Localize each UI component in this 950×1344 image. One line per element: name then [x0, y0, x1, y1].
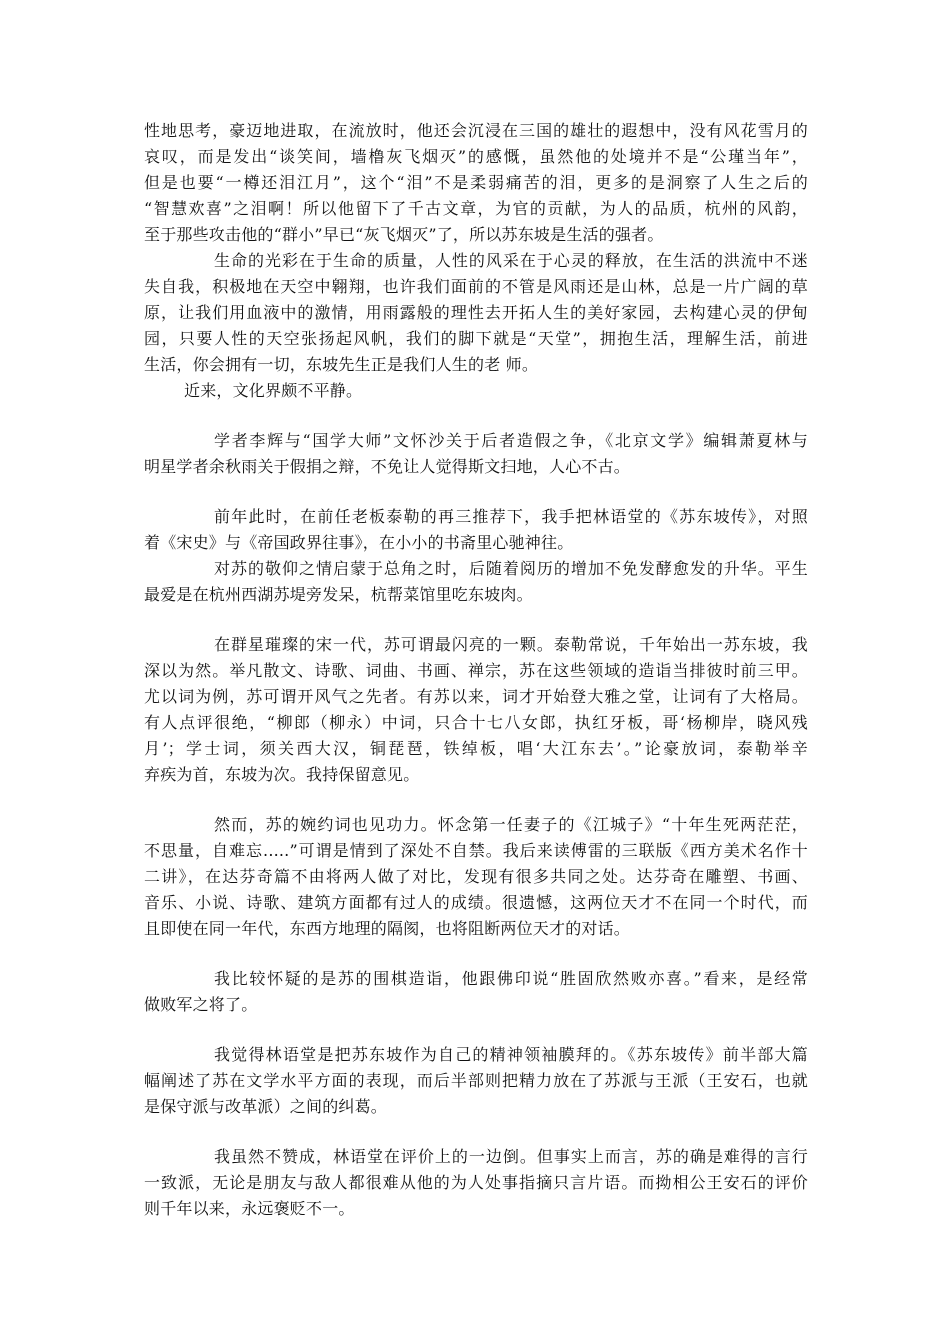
text-line: 最爱是在杭州西湖苏堤旁发呆，杭帮菜馆里吃东坡肉。: [144, 585, 533, 604]
text-line: 哀叹，而是发出“谈笑间，墙橹灰飞烟灭”的感慨，虽然他的处境并不是“公瑾当年”，: [144, 147, 808, 166]
text-line: 幅阐述了苏在文学水平方面的表现，而后半部则把精力放在了苏派与王派（王安石，也就: [144, 1071, 808, 1090]
text-line: 有人点评很绝，“柳郎（柳永）中词，只合十七八女郎，执红牙板，哥‘杨柳岸，晓风残: [144, 713, 808, 732]
text-line: 我比较怀疑的是苏的围棋造诣，他跟佛印说“胜固欣然败亦喜。”看来，是经常: [214, 969, 808, 988]
paragraph-10: [144, 1042, 808, 1120]
paragraph-3: [144, 378, 808, 404]
text-line: 着《宋史》与《帝国政界往事》，在小小的书斋里心驰神往。: [144, 533, 574, 552]
text-line: 是保守派与改革派）之间的纠葛。: [144, 1097, 388, 1116]
text-line: 前年此时，在前任老板泰勒的再三推荐下，我手把林语堂的《苏东坡传》，对照: [214, 507, 808, 526]
paragraph-7: [144, 632, 808, 788]
text-line: 近来，文化界颇不平静。: [184, 381, 363, 400]
text-line: 生命的光彩在于生命的质量，人性的风采在于心灵的释放，在生活的洪流中不迷: [214, 251, 808, 270]
text-line: “智慧欢喜”之泪啊！所以他留下了千古文章，为官的贡献，为人的品质，杭州的风韵，: [144, 199, 808, 218]
text-line: 但是也要“一樽还泪江月”，这个“泪”不是柔弱痛苦的泪，更多的是洞察了人生之后的: [144, 173, 808, 192]
text-line: 在群星璀璨的宋一代，苏可谓最闪亮的一颗。泰勒常说，千年始出一苏东坡，我: [214, 635, 808, 654]
text-line: 然而，苏的婉约词也见功力。怀念第一任妻子的《江城子》“十年生死两茫茫，: [214, 815, 808, 834]
text-line: 生活，你会拥有一切，东坡先生正是我们人生的老 师。: [144, 355, 539, 374]
paragraph-11: [144, 1144, 808, 1222]
text-line: 园，只要人性的天空张扬起风帆，我们的脚下就是“天堂”，拥抱生活，理解生活，前进: [144, 329, 808, 348]
paragraph-1: [144, 118, 808, 248]
document-page: [144, 118, 808, 1222]
text-line: 性地思考，豪迈地进取，在流放时，他还会沉浸在三国的雄壮的遐想中，没有风花雪月的: [144, 121, 808, 140]
text-line: 月’；学士词，须关西大汉，铜琵琶，铁绰板，唱‘大江东去’。”论豪放词，泰勒举辛: [144, 739, 808, 758]
text-line: 学者李辉与“国学大师”文怀沙关于后者造假之争，《北京文学》编辑萧夏林与: [214, 431, 808, 450]
text-line: 音乐、小说、诗歌、建筑方面都有过人的成绩。很遗憾，这两位天才不在同一个时代，而: [144, 893, 808, 912]
text-line: 尤以词为例，苏可谓开风气之先者。有苏以来，词才开始登大雅之堂，让词有了大格局。: [144, 687, 808, 706]
text-line: 则千年以来，永远褒贬不一。: [144, 1199, 355, 1218]
paragraph-2: [144, 248, 808, 378]
text-line: 一致派，无论是朋友与敌人都很难从他的为人处事指摘只言片语。而拗相公王安石的评价: [144, 1173, 808, 1192]
text-line: 明星学者余秋雨关于假捐之辩，不免让人觉得斯文扫地，人心不古。: [144, 457, 631, 476]
text-line: 深以为然。举凡散文、诗歌、词曲、书画、禅宗，苏在这些领域的造诣当排彼时前三甲。: [144, 661, 808, 680]
text-line: 且即使在同一年代，东西方地理的隔阂，也将阻断两位天才的对话。: [144, 919, 631, 938]
text-line: 我虽然不赞成，林语堂在评价上的一边倒。但事实上而言，苏的确是难得的言行: [214, 1147, 808, 1166]
paragraph-5: [144, 504, 808, 556]
paragraph-4: [144, 428, 808, 480]
text-line: 我觉得林语堂是把苏东坡作为自己的精神领袖膜拜的。《苏东坡传》前半部大篇: [214, 1045, 808, 1064]
text-line: 二讲》，在达芬奇篇不由将两人做了对比，发现有很多共同之处。达芬奇在雕塑、书画、: [144, 867, 808, 886]
text-line: 不思量，自难忘.....”可谓是情到了深处不自禁。我后来读傅雷的三联版《西方美术名作十: [144, 841, 808, 860]
paragraph-9: [144, 966, 808, 1018]
text-line: 至于那些攻击他的“群小”早已“灰飞烟灭”了，所以苏东坡是生活的强者。: [144, 225, 664, 244]
text-line: 失自我，积极地在天空中翱翔，也许我们面前的不管是风雨还是山林，总是一片广阔的草: [144, 277, 808, 296]
text-line: 对苏的敬仰之情启蒙于总角之时，后随着阅历的增加不免发酵愈发的升华。平生: [214, 559, 808, 578]
text-line: 原，让我们用血液中的激情，用雨露般的理性去开拓人生的美好家园，去构建心灵的伊甸: [144, 303, 808, 322]
paragraph-6: [144, 556, 808, 608]
text-line: 弃疾为首，东坡为次。我持保留意见。: [144, 765, 420, 784]
paragraph-8: [144, 812, 808, 942]
text-line: 做败军之将了。: [144, 995, 258, 1014]
